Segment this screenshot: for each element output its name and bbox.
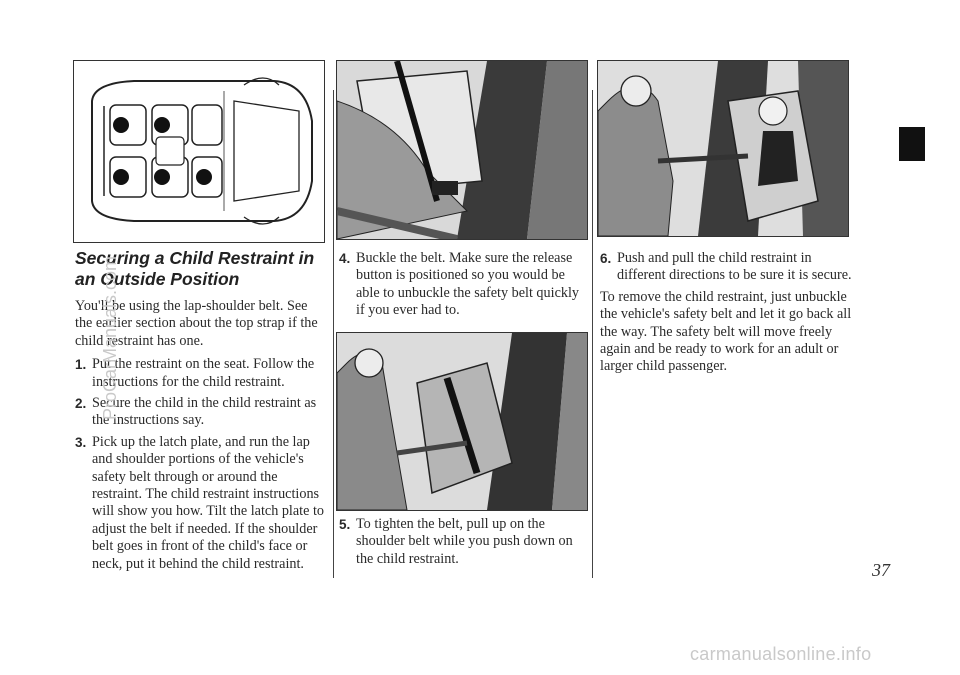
buckle-scene-drawing: [337, 61, 587, 239]
steps-list-middle-top: [339, 250, 589, 320]
list-item: [75, 434, 325, 573]
intro-paragraph: You'll be using the lap-shoulder belt. See the earlier section about the top strap if the child restraint has one.: [75, 298, 318, 349]
seating-diagram-figure: [73, 60, 325, 243]
page-number: 37: [872, 560, 890, 580]
step-text: Secure the child in the child restraint as the instructions say.: [92, 395, 317, 429]
step-number: 6.: [600, 251, 612, 266]
steps-list-middle-bottom: [339, 516, 589, 568]
column-right: [600, 250, 852, 382]
step-text: Put the restraint on the seat. Follow the instructions for the child restraint.: [92, 356, 315, 390]
tighten-illustration: [336, 332, 588, 511]
step-number: 2.: [75, 396, 87, 412]
list-item: [339, 516, 589, 568]
remove-paragraph: To remove the child restraint, just unbuckle the vehicle's safety belt and let it go back all the way. The safety belt will move freely again and be ready to work for an adult or larger child passenger.: [600, 288, 852, 375]
step-text: Push and pull the child restraint in different directions to be sure it is secure.: [617, 250, 852, 284]
step-text: To tighten the belt, pull up on the shoulder belt while you push down on the child restraint.: [356, 516, 573, 567]
section-tab-marker: [899, 127, 925, 161]
side-watermark: ProCarManuals.com: [100, 255, 120, 420]
column-divider: [333, 90, 334, 578]
steps-list-right: [600, 250, 852, 285]
footer-watermark: carmanualsonline.info: [690, 644, 872, 664]
step-number: 5.: [339, 517, 351, 532]
step-5-block: [339, 516, 589, 572]
step-text: Pick up the latch plate, and run the lap and shoulder portions of the vehicle's safety belt through or around the restraint. The child restraint instructions will show you how. Tilt the latch plate to adjust the belt if needed. If the shoulder belt goes in front of the child's face or neck, put it behind the child restraint.: [92, 433, 324, 572]
section-heading: Securing a Child Restraint in an Outside Position: [75, 248, 315, 289]
buckle-illustration: [336, 60, 588, 240]
list-item: [600, 250, 852, 285]
step-number: 4.: [339, 251, 351, 266]
tighten-scene-drawing: [337, 333, 587, 510]
step-text: Buckle the belt. Make sure the release button is positioned so you would be able to unbuckle the safety belt quickly if you ever had to.: [356, 250, 579, 319]
push-pull-scene-drawing: [598, 61, 848, 236]
column-divider: [592, 90, 593, 578]
step-4-block: [339, 250, 589, 324]
push-pull-illustration: [597, 60, 849, 237]
vehicle-top-view-illustration: [74, 61, 324, 242]
step-number: 1.: [75, 357, 87, 373]
list-item: [339, 250, 589, 320]
step-number: 3.: [75, 434, 87, 450]
